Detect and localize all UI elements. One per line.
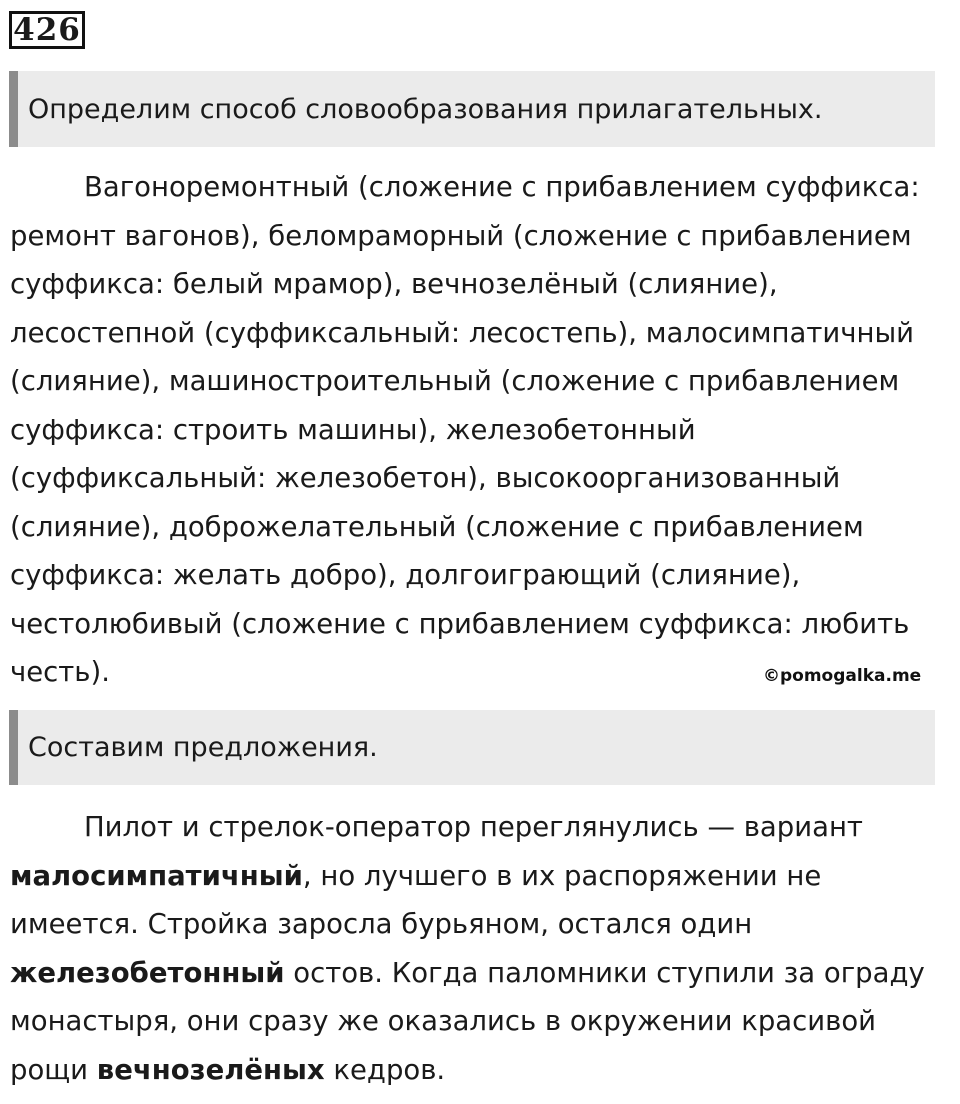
sentences-paragraph bbox=[10, 803, 935, 1094]
task-number: 426 bbox=[9, 11, 85, 49]
section-title: Определим способ словообразования прилагательных. bbox=[28, 93, 823, 125]
analysis-line: долгоиграющий (слияние), честолюбивый (сложение с bbox=[10, 559, 801, 640]
analysis-line: железобетонный (суффиксальный: железобетон), bbox=[10, 413, 696, 494]
analysis-line: прибавлением суффикса: белый мрамор), вечнозелёный bbox=[10, 219, 912, 300]
highlighted-adjective: вечнозелёных bbox=[96, 1053, 325, 1086]
analysis-line: (сложение с прибавлением суффикса: желать добро), bbox=[10, 510, 864, 591]
analysis-line: суффикса: ремонт вагонов), беломраморный (сложение с bbox=[10, 171, 920, 252]
analysis-line: (слияние), лесостепной (суффиксальный: лесостепь), bbox=[10, 268, 778, 349]
analysis-line: Вагоноремонтный (сложение с прибавлением bbox=[84, 171, 757, 203]
sentence-text: остов. Когда паломники ступили за ограду bbox=[284, 956, 925, 989]
highlighted-adjective: малосимпатичный bbox=[10, 859, 303, 892]
highlighted-adjective: железобетонный bbox=[10, 956, 285, 989]
sentence-text: рощи bbox=[10, 1053, 97, 1086]
section-header-sentences bbox=[9, 710, 935, 785]
sentence-text: Пилот и стрелок-оператор переглянулись — вариант bbox=[84, 811, 863, 843]
sentence-text: кедров. bbox=[324, 1053, 446, 1086]
analysis-paragraph bbox=[10, 163, 935, 697]
sentence-text: монастыря, они сразу же оказались в окружении красивой bbox=[10, 1005, 877, 1037]
section-header-word-formation bbox=[9, 71, 935, 147]
analysis-line: (сложение с прибавлением суффикса: строить машины), bbox=[10, 365, 900, 446]
analysis-line: малосимпатичный (слияние), машиностроительный bbox=[10, 316, 915, 397]
analysis-line: высокоорганизованный (слияние), доброжелательный bbox=[10, 462, 841, 543]
sentence-text: имеется. Стройка заросла бурьяном, остался один bbox=[10, 908, 753, 940]
sentence-text: , но лучшего в их распоряжении не bbox=[302, 859, 822, 892]
analysis-line: прибавлением суффикса: любить честь). bbox=[10, 607, 910, 688]
watermark: ©pomogalka.me bbox=[763, 666, 922, 686]
section-title: Составим предложения. bbox=[28, 732, 378, 763]
